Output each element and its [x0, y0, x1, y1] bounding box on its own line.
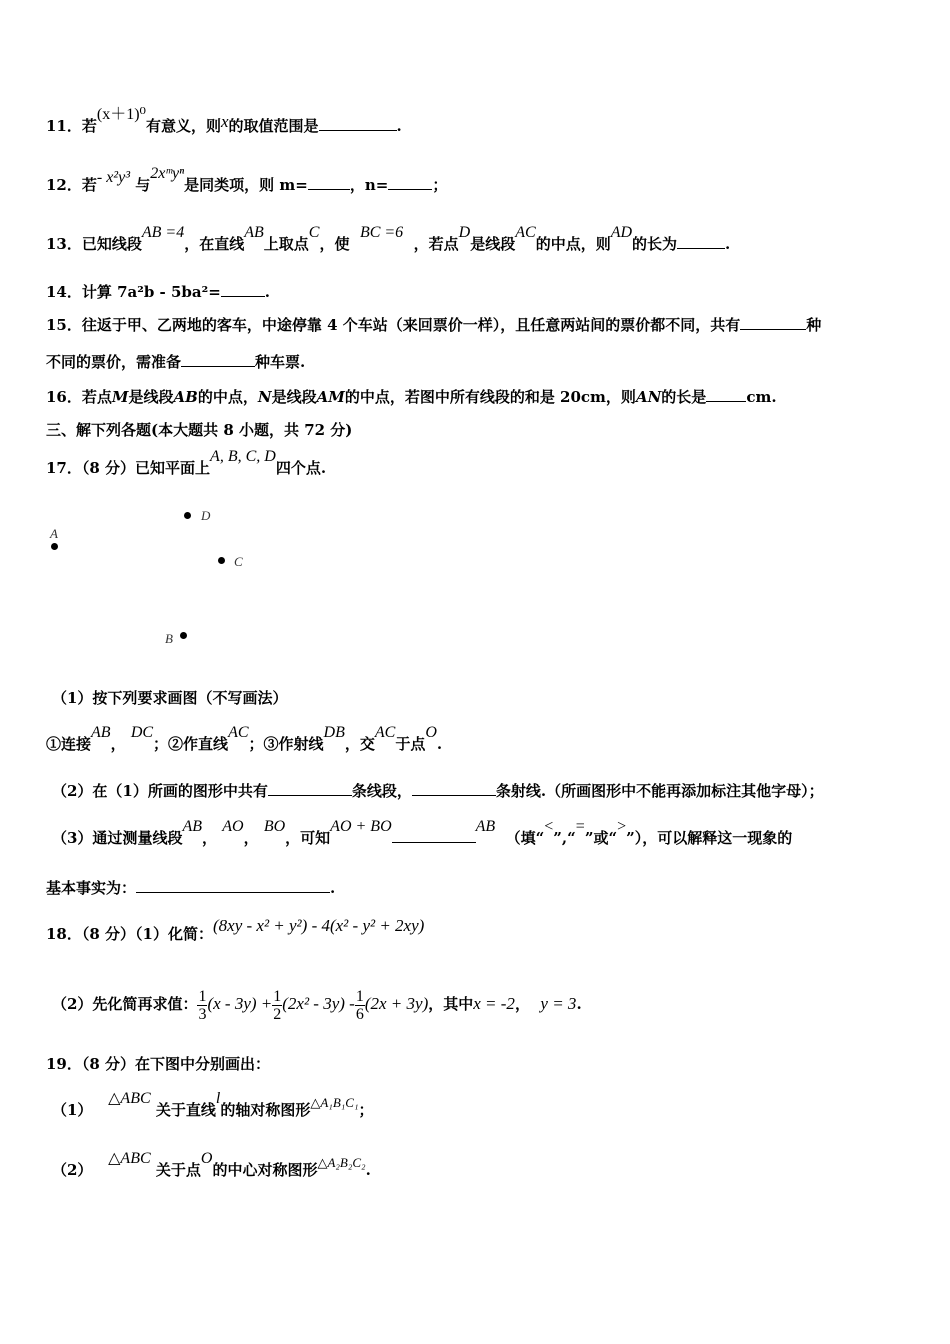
answer-blank-rays[interactable]	[412, 781, 496, 796]
q12-term-1: - x²y³	[96, 169, 130, 186]
point-label-b: B	[165, 631, 173, 646]
question-13: 13．已知线段AB =4，在直线AB上取点C，使 BC =6 ，若点D是线段AC的中点，则AD的长为 .	[46, 224, 731, 253]
answer-blank-segments[interactable]	[268, 781, 352, 796]
q17-part-1-requirements: ①连接AB， DC；②作直线AC；③作射线DB，交AC于点O.	[46, 724, 443, 753]
answer-blank[interactable]	[319, 116, 397, 131]
fraction-1-2: $\frac{1}{2}$	[273, 987, 282, 1023]
answer-blank-n[interactable]	[388, 175, 432, 190]
question-14: 14．计算 7a²b - 5ba²= .	[46, 283, 270, 301]
answer-blank[interactable]	[706, 387, 746, 402]
q18-expression: (8xy - x² + y²) - 4(x² - y² + 2xy)	[212, 916, 425, 935]
point-label-c: C	[234, 554, 243, 569]
q18-part-2: （2）先化简再求值： $\frac{1}{3}$ (x - 3y) + $\frac{1}{2}$ (2x² - 3y) - $\frac{1}{6}$ (2x + 3y)，其中x = -2， y = 3.	[52, 987, 582, 1023]
point-c[interactable]	[218, 557, 225, 564]
question-15-line-1: 15．往返于甲、乙两地的客车，中途停靠 4 个车站（来回票价一样），且任意两站间的票价都不同，共有 种	[46, 316, 822, 334]
question-17: 17．（8 分）已知平面上A, B, C, D四个点.	[46, 448, 327, 477]
answer-blank-compare[interactable]	[392, 828, 476, 843]
q17-part-3: （3）通过测量线段AB， AO， BO，可知AO + BO AB （填“<”,“=”或“>”），可以解释这一现象的	[52, 818, 793, 847]
question-11: 11．若(x＋1)⁰有意义，则x的取值范围是 .	[46, 106, 402, 135]
q17-part-1: （1）按下列要求画图（不写画法）	[52, 689, 288, 707]
q17-points-label: A, B, C, D	[210, 448, 276, 465]
point-d[interactable]	[184, 512, 191, 519]
q17-part-2: （2）在（1）所画的图形中共有 条线段， 条射线.（所画图形中不能再添加标注其他字母）；	[52, 782, 824, 800]
point-label-d: D	[201, 508, 211, 523]
point-a[interactable]	[51, 543, 58, 550]
answer-blank-m[interactable]	[308, 175, 350, 190]
answer-blank-fact[interactable]	[136, 878, 330, 893]
point-label-a: A	[50, 526, 58, 541]
question-12: 12．若- x²y³ 与2xᵐyⁿ是同类项，则 m= ，n= ；	[46, 165, 448, 194]
fraction-1-3: $\frac{1}{3}$	[198, 987, 207, 1023]
question-15-line-2: 不同的票价，需准备 种车票.	[46, 353, 306, 371]
q11-expression: (x＋1)⁰	[96, 106, 146, 123]
point-b[interactable]	[180, 632, 187, 639]
q19-part-2: （2） △ABC 关于点O的中心对称图形△A₂B₂C₂.	[52, 1150, 371, 1179]
answer-blank[interactable]	[181, 352, 255, 367]
answer-blank[interactable]	[221, 282, 265, 297]
answer-blank[interactable]	[677, 234, 725, 249]
answer-blank[interactable]	[740, 315, 806, 330]
question-18: 18．（8 分）（1）化简：(8xy - x² + y²) - 4(x² - y² + 2xy)	[46, 916, 425, 943]
question-16: 16．若点M是线段AB的中点，N是线段AM的中点，若图中所有线段的和是 20cm，则AN的长是 cm.	[46, 388, 777, 406]
q12-term-2: 2xᵐyⁿ	[150, 165, 185, 182]
q19-part-1: （1） △ABC 关于直线l的轴对称图形△A₁B₁C₁；	[52, 1090, 374, 1119]
question-19: 19．（8 分）在下图中分别画出：	[46, 1055, 271, 1073]
fraction-1-6: $\frac{1}{6}$	[355, 987, 364, 1023]
section-heading: 三、解下列各题(本大题共 8 小题，共 72 分)	[46, 421, 353, 439]
q17-part-3-continued: 基本事实为： .	[46, 879, 336, 897]
